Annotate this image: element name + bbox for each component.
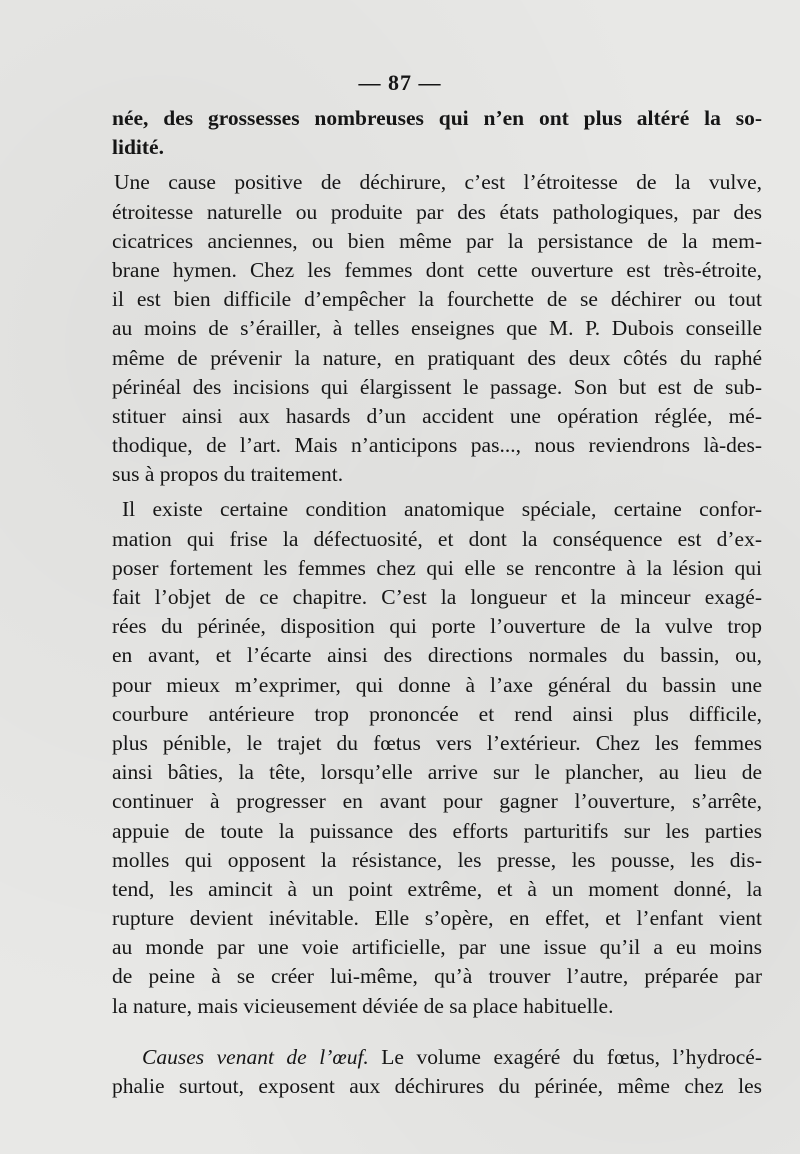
text-line: pour mieux m’exprimer, qui donne à l’axe général du bassin une — [112, 672, 762, 697]
text-line — [112, 1043, 762, 1072]
text-line: en avant, et l’écarte ainsi des directions normales du bassin, ou, — [112, 643, 762, 668]
page-number: — 87 — — [358, 70, 442, 95]
text-line: mation qui frise la défectuosité, et dont la conséquence est d’ex- — [112, 526, 762, 551]
text-line: périnéal des incisions qui élargissent le passage. Son but est de sub- — [112, 374, 762, 399]
text-line: même de prévenir la nature, en pratiquant des deux côtés du raphé — [112, 345, 762, 370]
text-line: tend, les amincit à un point extrême, et à un moment donné, la — [112, 876, 762, 901]
text-line: thodique, de l’art. Mais n’anticipons pas..., nous reviendrons là-des- — [112, 433, 762, 458]
text-line: lidité. — [112, 135, 164, 160]
text-line: née, des grossesses nombreuses qui n’en ont plus altéré la so- — [112, 106, 762, 130]
text-line: de peine à se créer lui-même, qu’à trouver l’autre, préparée par — [112, 964, 762, 989]
text-line: rupture devient inévitable. Elle s’opère, en effet, et l’enfant vient — [112, 906, 762, 931]
text-line: stituer ainsi aux hasards d’un accident une opération réglée, mé- — [112, 403, 762, 428]
text-line-rest: Le volume exagéré du fœtus, l’hydrocé- — [368, 1044, 762, 1069]
text-line: continuer à progresser en avant pour gagner l’ouverture, s’arrête, — [112, 789, 762, 814]
text-line: au moins de s’érailler, à telles enseignes que M. P. Dubois conseille — [112, 316, 762, 341]
text-line: étroitesse naturelle ou produite par des états pathologiques, par des — [112, 199, 762, 224]
text-line: Il existe certaine condition anatomique spéciale, certaine confor- — [122, 497, 762, 522]
paragraph-causes-egg — [112, 1043, 762, 1101]
text-line: ainsi bâties, la tête, lorsqu’elle arrive sur le plancher, au lieu de — [112, 760, 762, 785]
paragraph-vulva — [112, 168, 762, 489]
text-line: plus pénible, le trajet du fœtus vers l’extérieur. Chez les femmes — [112, 730, 762, 755]
text-line: sus à propos du traitement. — [112, 462, 344, 487]
text-line: poser fortement les femmes chez qui elle se rencontre à la lésion qui — [112, 555, 762, 580]
text-line: au monde par une voie artificielle, par une issue qu’il a eu moins — [112, 935, 762, 960]
section-heading: Causes venant de l’œuf. — [142, 1044, 369, 1069]
text-line: cicatrices anciennes, ou bien même par la persistance de la mem- — [112, 228, 762, 253]
paragraph-continuation — [112, 104, 762, 162]
text-line: phalie surtout, exposent aux déchirures du périnée, même chez les — [112, 1074, 762, 1098]
text-line: brane hymen. Chez les femmes dont cette ouverture est très-étroite, — [112, 257, 762, 282]
body-text — [112, 104, 762, 1101]
text-line: la nature, mais vicieusement déviée de sa place habituelle. — [112, 993, 614, 1018]
text-line: fait l’objet de ce chapitre. C’est la longueur et la minceur exagé- — [112, 585, 762, 609]
paragraph-perineum — [112, 495, 762, 1020]
text-line: rées du périnée, disposition qui porte l’ouverture de la vulve trop — [112, 614, 762, 639]
text-line: il est bien difficile d’empêcher la fourchette de se déchirer ou tout — [112, 287, 762, 312]
text-line: molles qui opposent la résistance, les presse, les pousse, les dis- — [112, 847, 762, 872]
text-line: appuie de toute la puissance des efforts parturitifs sur les parties — [112, 818, 762, 843]
text-line: courbure antérieure trop prononcée et rend ainsi plus difficile, — [112, 701, 762, 726]
text-line: Une cause positive de déchirure, c’est l’étroitesse de la vulve, — [114, 170, 762, 195]
